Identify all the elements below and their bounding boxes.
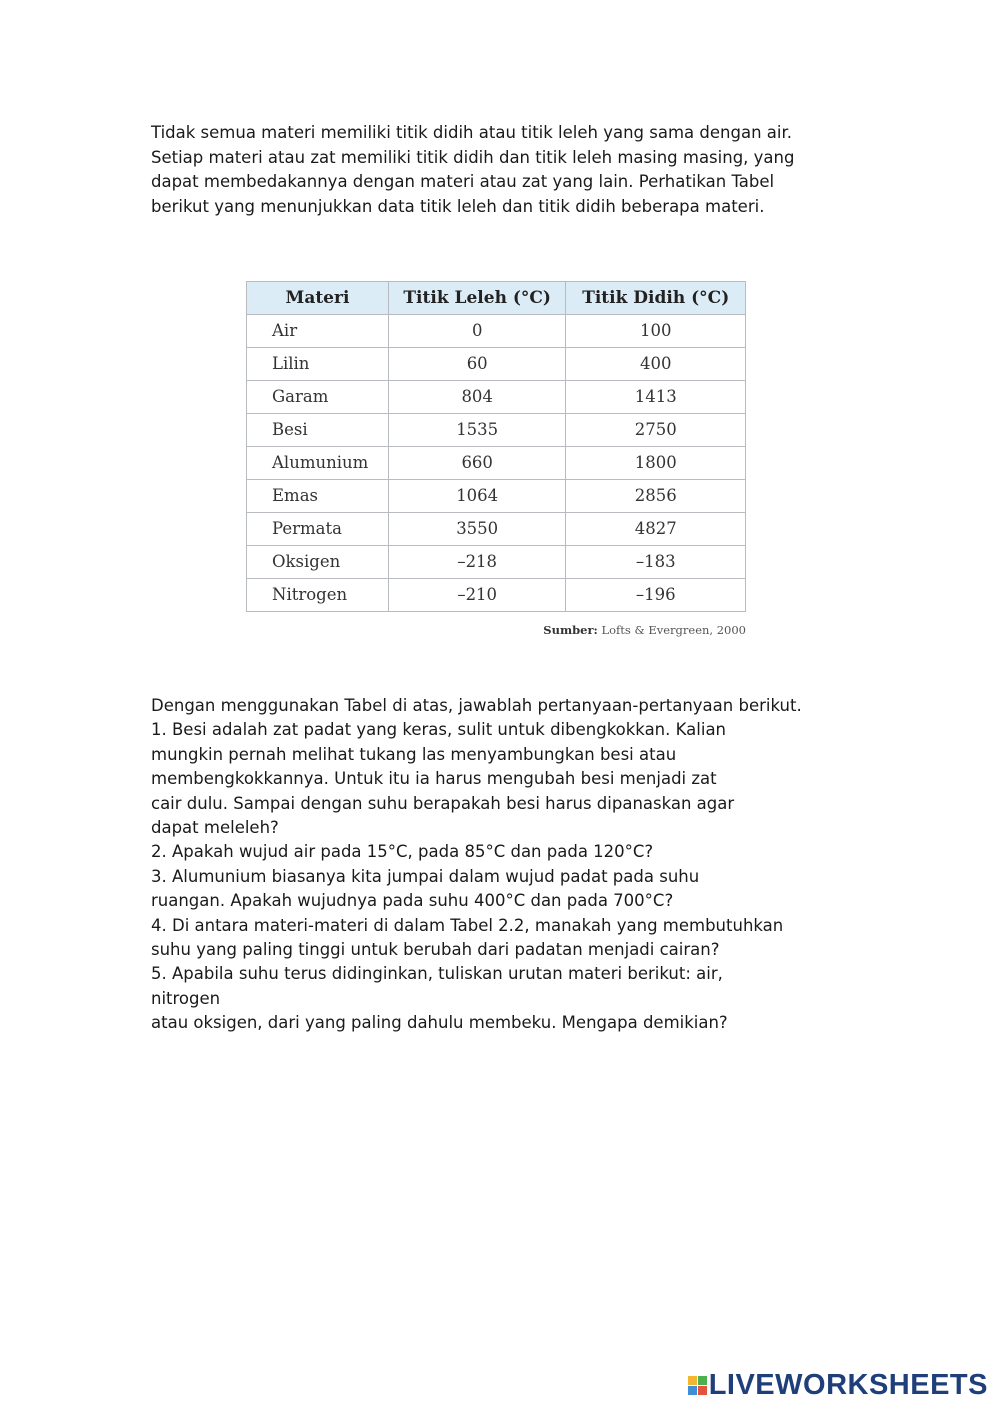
header-materi: Materi [247, 282, 389, 315]
header-titik-leleh: Titik Leleh (°C) [388, 282, 566, 315]
melting-boiling-table [246, 281, 746, 612]
logo-tile [688, 1386, 697, 1395]
source-label: Sumber: [543, 623, 598, 637]
boiling-point: –183 [566, 546, 746, 579]
logo-tile [688, 1376, 697, 1385]
liveworksheets-logo-icon [688, 1376, 707, 1395]
questions-section [151, 694, 871, 1036]
melting-point: 60 [388, 348, 566, 381]
brand-name: LIVEWORKSHEETS [708, 1369, 988, 1401]
melting-point: 1064 [388, 480, 566, 513]
intro-line: dapat membedakannya dengan materi atau zat yang lain. Perhatikan Tabel [151, 172, 775, 191]
boiling-point: 400 [566, 348, 746, 381]
intro-paragraph [151, 121, 871, 219]
header-titik-didih: Titik Didih (°C) [566, 282, 746, 315]
material-name: Air [247, 315, 389, 348]
question-line: 2. Apakah wujud air pada 15°C, pada 85°C dan pada 120°C? [151, 842, 654, 862]
question-line: mungkin pernah melihat tukang las menyambungkan besi atau [151, 744, 677, 764]
question-line: ruangan. Apakah wujudnya pada suhu 400°C dan pada 700°C? [151, 891, 674, 911]
table-row [247, 447, 746, 480]
table-header-row [247, 282, 746, 315]
melting-boiling-table-container [246, 281, 746, 637]
question-line: suhu yang paling tinggi untuk berubah dari padatan menjadi cairan? [151, 940, 720, 960]
material-name: Oksigen [247, 546, 389, 579]
boiling-point: 2856 [566, 480, 746, 513]
melting-point: 660 [388, 447, 566, 480]
material-name: Emas [247, 480, 389, 513]
question-line: Dengan menggunakan Tabel di atas, jawablah pertanyaan-pertanyaan berikut. [151, 696, 802, 715]
table-row [247, 546, 746, 579]
table-row [247, 315, 746, 348]
material-name: Permata [247, 513, 389, 546]
melting-point: 3550 [388, 513, 566, 546]
question-line: atau oksigen, dari yang paling dahulu membeku. Mengapa demikian? [151, 1013, 728, 1033]
material-name: Lilin [247, 348, 389, 381]
question-line: 4. Di antara materi-materi di dalam Tabel 2.2, manakah yang membutuhkan [151, 915, 784, 935]
boiling-point: –196 [566, 579, 746, 612]
logo-tile [698, 1386, 707, 1395]
melting-point: 0 [388, 315, 566, 348]
intro-line: Tidak semua materi memiliki titik didih atau titik leleh yang sama dengan air. [151, 123, 792, 142]
table-row [247, 414, 746, 447]
question-line: nitrogen [151, 988, 221, 1008]
material-name: Garam [247, 381, 389, 414]
material-name: Alumunium [247, 447, 389, 480]
liveworksheets-brand[interactable] [688, 1369, 988, 1402]
question-line: membengkokkannya. Untuk itu ia harus mengubah besi menjadi zat [151, 769, 717, 789]
material-name: Nitrogen [247, 579, 389, 612]
melting-point: –210 [388, 579, 566, 612]
intro-line: Setiap materi atau zat memiliki titik didih dan titik leleh masing masing, yang [151, 147, 795, 167]
melting-point: 804 [388, 381, 566, 414]
table-row [247, 513, 746, 546]
material-name: Besi [247, 414, 389, 447]
table-source-caption [246, 623, 746, 637]
intro-line: berikut yang menunjukkan data titik leleh dan titik didih beberapa materi. [151, 196, 765, 216]
question-line: 3. Alumunium biasanya kita jumpai dalam wujud padat pada suhu [151, 866, 700, 886]
melting-point: 1535 [388, 414, 566, 447]
boiling-point: 2750 [566, 414, 746, 447]
boiling-point: 4827 [566, 513, 746, 546]
table-row [247, 348, 746, 381]
table-row [247, 579, 746, 612]
boiling-point: 100 [566, 315, 746, 348]
question-line: dapat meleleh? [151, 818, 279, 838]
source-text: Lofts & Evergreen, 2000 [601, 623, 746, 637]
question-line: cair dulu. Sampai dengan suhu berapakah besi harus dipanaskan agar [151, 793, 735, 813]
melting-point: –218 [388, 546, 566, 579]
question-line: 5. Apabila suhu terus didinginkan, tuliskan urutan materi berikut: air, [151, 964, 723, 984]
table-row [247, 381, 746, 414]
question-line: 1. Besi adalah zat padat yang keras, sulit untuk dibengkokkan. Kalian [151, 720, 727, 740]
table-row [247, 480, 746, 513]
boiling-point: 1800 [566, 447, 746, 480]
boiling-point: 1413 [566, 381, 746, 414]
logo-tile [698, 1376, 707, 1385]
